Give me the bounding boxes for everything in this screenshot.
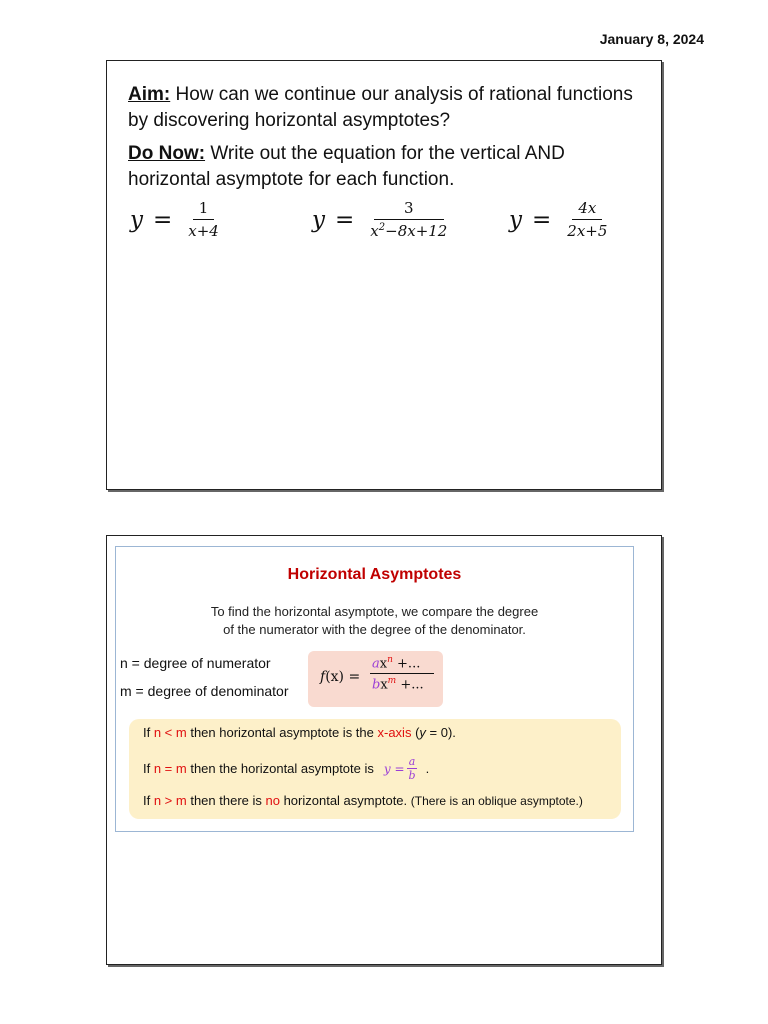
equation-2 <box>312 199 453 240</box>
rule-text: If <box>143 793 154 808</box>
exp-m: m <box>387 676 397 687</box>
equation-row <box>128 199 648 255</box>
rule-text: then horizontal asymptote is the <box>186 725 378 740</box>
slide-aim-do-now <box>106 60 662 490</box>
intro-line: To find the horizontal asymptote, we compare the degree <box>210 604 539 619</box>
ratio-fraction <box>407 755 418 782</box>
var-x: x <box>379 656 388 672</box>
rule-condition: n = m <box>153 761 187 776</box>
formula-paren: (x) = <box>325 669 361 685</box>
equation-3 <box>509 199 613 240</box>
ratio-lhs: y = <box>383 761 405 776</box>
rule-text: ( <box>411 725 420 740</box>
formula-fraction <box>370 655 434 693</box>
numerator: 4x <box>572 199 602 220</box>
rule-n-greater-than-m <box>143 793 583 808</box>
rule-note: (There is an oblique asymptote.) <box>410 794 583 808</box>
definition-m: m = degree of denominator <box>120 683 289 699</box>
x-axis-highlight: x-axis <box>377 725 412 740</box>
num-rest: +... <box>392 656 421 672</box>
numerator: 1 <box>193 199 215 220</box>
rule-text: horizontal asymptote. <box>279 793 411 808</box>
aim-text <box>128 82 638 134</box>
ratio-formula <box>384 755 418 782</box>
equals-sign: = <box>335 206 355 233</box>
formula-lhs <box>320 669 360 685</box>
rule-condition: n < m <box>153 725 187 740</box>
numerator: 3 <box>374 199 444 220</box>
coef-b: b <box>372 677 381 693</box>
fraction <box>561 199 613 240</box>
rule-text: . <box>425 761 430 776</box>
equation-lhs: y <box>130 206 143 233</box>
do-now-body: Write out the equation for the vertical AND horizontal asymptote for each function. <box>128 143 565 190</box>
rule-text: = 0). <box>425 725 456 740</box>
do-now-text <box>128 141 638 193</box>
den-exponent: 2 <box>378 222 386 233</box>
equals-sign: = <box>153 206 173 233</box>
no-highlight: no <box>265 793 280 808</box>
rule-text: then the horizontal asymptote is <box>186 761 374 776</box>
aim-label: Aim: <box>128 84 171 105</box>
card-title: Horizontal Asymptotes <box>287 566 462 583</box>
equals-sign: = <box>532 206 552 233</box>
fraction <box>364 199 453 240</box>
formula-f: f <box>320 669 326 685</box>
rule-text: If <box>143 761 154 776</box>
rules-box <box>129 719 621 819</box>
intro-line: of the numerator with the degree of the denominator. <box>223 622 526 637</box>
den-rest: −8x+12 <box>385 222 448 240</box>
ratio-numerator: a <box>408 755 416 768</box>
rational-function-formula <box>308 651 443 707</box>
denominator <box>364 220 453 240</box>
denominator: x+4 <box>188 222 219 240</box>
rule-condition: n > m <box>153 793 187 808</box>
den-rest: +... <box>396 677 424 693</box>
y-variable: y <box>419 725 426 740</box>
do-now-label: Do Now: <box>128 143 206 164</box>
var-x: x <box>380 677 388 693</box>
exp-n: n <box>387 655 393 665</box>
fraction <box>182 199 225 240</box>
equation-lhs: y <box>509 206 522 233</box>
equation-1 <box>130 199 225 240</box>
den-base: x <box>370 222 379 240</box>
aim-body: How can we continue our analysis of rational functions by discovering horizontal asymptotes? <box>128 84 633 131</box>
formula-denominator <box>370 674 434 692</box>
card-intro <box>116 603 633 639</box>
equation-lhs: y <box>312 206 325 233</box>
coef-a: a <box>372 656 380 672</box>
denominator: 2x+5 <box>567 222 608 240</box>
slide-horizontal-asymptotes <box>106 535 662 965</box>
ratio-denominator: b <box>408 769 416 782</box>
horizontal-asymptotes-card <box>115 546 634 832</box>
rule-text: If <box>143 725 154 740</box>
rule-n-less-than-m <box>143 725 456 740</box>
formula-numerator <box>370 655 434 674</box>
definition-n: n = degree of numerator <box>120 655 271 671</box>
page-date: January 8, 2024 <box>599 31 704 47</box>
rule-text: then there is <box>186 793 266 808</box>
rule-n-equals-m <box>143 755 429 782</box>
